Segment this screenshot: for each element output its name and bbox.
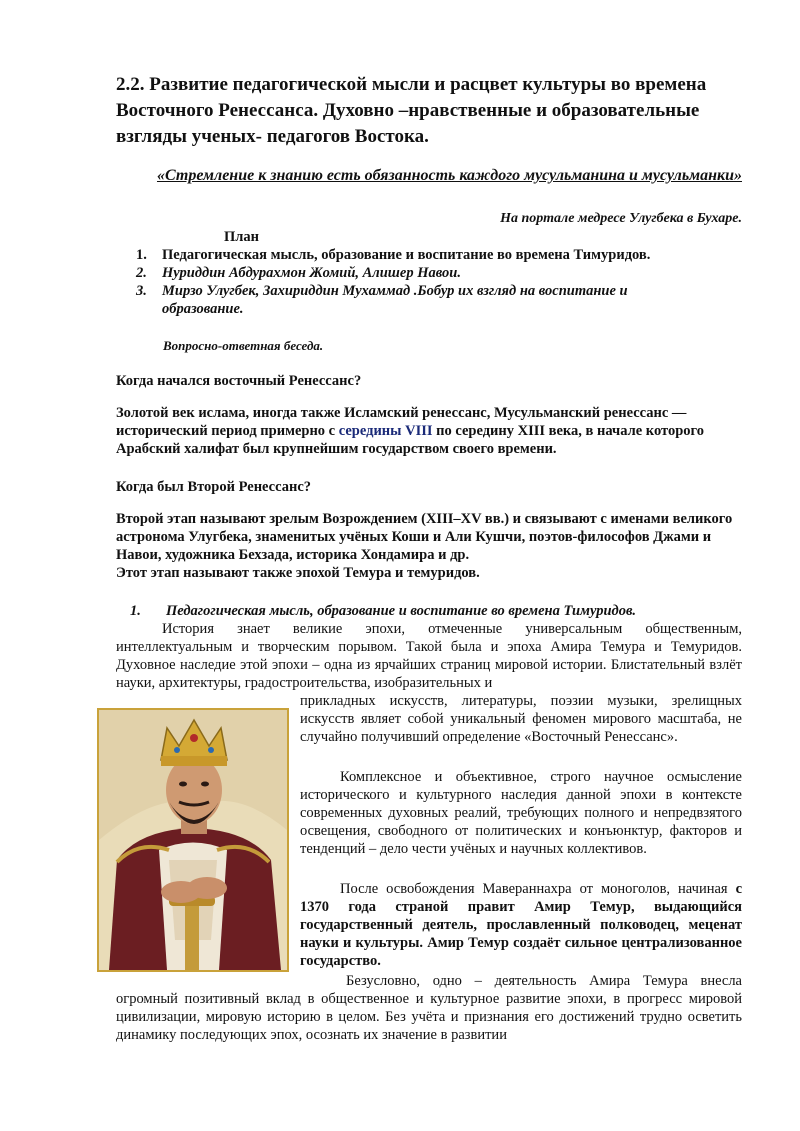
answer-1 <box>116 404 736 458</box>
answer-1-part-a: Золотой век ислама, иногда также Исламский ренессанс, Мусульманский ренессанс — исторический период примерно с <box>116 405 687 439</box>
epigraph-source: На портале медресе Улугбека в Бухаре. <box>500 211 742 226</box>
epigraph-quote: «Стремление к знанию есть обязанность каждого мусульманина и мусульманки» <box>156 167 742 184</box>
portrait-painting-icon <box>99 710 287 970</box>
paragraph-2: прикладных искусств, литературы, поэзии музыки, зрелищных искусств являет собой уникальный феномен мирового масштаба, не случайно получивший определение «Восточный Ренессанс». <box>300 693 742 745</box>
answer-2 <box>116 510 736 582</box>
page-title: 2.2. Развитие педагогической мысли и расцвет культуры во времена Восточного Ренессанса. Духовно –нравственные и образовательные взгляды ученых- педагогов Востока. <box>116 74 707 147</box>
paragraph-4-bold: с 1370 года страной правит Амир Темур, выдающийся государственный деятель, прославленный полководец, меценат науки и культуры. Амир Темур создаёт сильное централизованное государство. <box>300 881 742 969</box>
plan-title: План <box>224 229 260 245</box>
section-title <box>130 602 740 620</box>
plan-item-number: 1. <box>136 247 147 263</box>
paragraph-4-part-a: После освобождения Мавераннахра от моноголов, начиная <box>340 881 736 897</box>
plan-item <box>136 246 706 264</box>
method-note: Вопросно-ответная беседа. <box>163 338 324 353</box>
portrait-image <box>97 708 289 972</box>
plan-item <box>136 264 706 282</box>
plan-item-text: Мирзо Улугбек, Захириддин Мухаммад .Бобур их взгляд на воспитание и образование. <box>162 283 628 317</box>
answer-1-part-b: по середину XIII века, в начале которого Арабский халифат был крупнейшим государством своего времени. <box>116 423 704 457</box>
paragraph-4 <box>300 880 742 970</box>
plan-list <box>136 246 706 318</box>
section-number: 1. <box>130 603 141 619</box>
question-2: Когда был Второй Ренессанс? <box>116 479 311 495</box>
plan-item-number: 3. <box>136 283 147 299</box>
paragraph-5: Безусловно, одно – деятельность Амира Темура внесла огромный позитивный вклад в общественное и культурное развитие эпохи, в прогресс мировой цивилизации, мировую историю в целом. Без учёта и признания его достижений трудно осветить динамику последующих эпох, осознать их значение в развитии <box>116 973 742 1043</box>
answer-2-extra: Этот этап называют также эпохой Темура и темуридов. <box>116 565 480 581</box>
question-1: Когда начался восточный Ренессанс? <box>116 373 362 389</box>
plan-item-text: Нуриддин Абдурахмон Жомий, Алишер Навои. <box>162 265 461 281</box>
paragraph-1: История знает великие эпохи, отмеченные универсальным общественным, интеллектуальным и творческим порывом. Такой была и эпоха Амира Темура и Темуридов. Духовное наследие этой эпохи – одна из ярчайших страниц мировой истории. Блистательный взлёт науки, архитектуры, градостроительства, изобразительных и <box>116 621 742 691</box>
answer-1-highlight: середины VIII <box>338 423 433 439</box>
answer-2-text: Второй этап называют зрелым Возрождением (XIII–XV вв.) и связывают с именами великого астронома Улугбека, знаменитых учёных Коши и Али Кушчи, поэтов-философов Джами и Навои, художника Бехзада, историка Хондамира и др. <box>116 511 733 563</box>
section-title-text: Педагогическая мысль, образование и воспитание во времена Тимуридов. <box>166 603 637 619</box>
plan-item-text: Педагогическая мысль, образование и воспитание во времена Тимуридов. <box>162 247 651 263</box>
plan-item <box>136 282 706 318</box>
plan-item-number: 2. <box>136 265 147 281</box>
paragraph-3: Комплексное и объективное, строго научное осмысление исторического и культурного наследия данной эпохи в контексте современных духовных реалий, требующих полного и непредвзятого освещения, свободного от политических и конъюнктур, факторов и тенденций – дело чести учёных и научных коллективов. <box>300 769 742 857</box>
